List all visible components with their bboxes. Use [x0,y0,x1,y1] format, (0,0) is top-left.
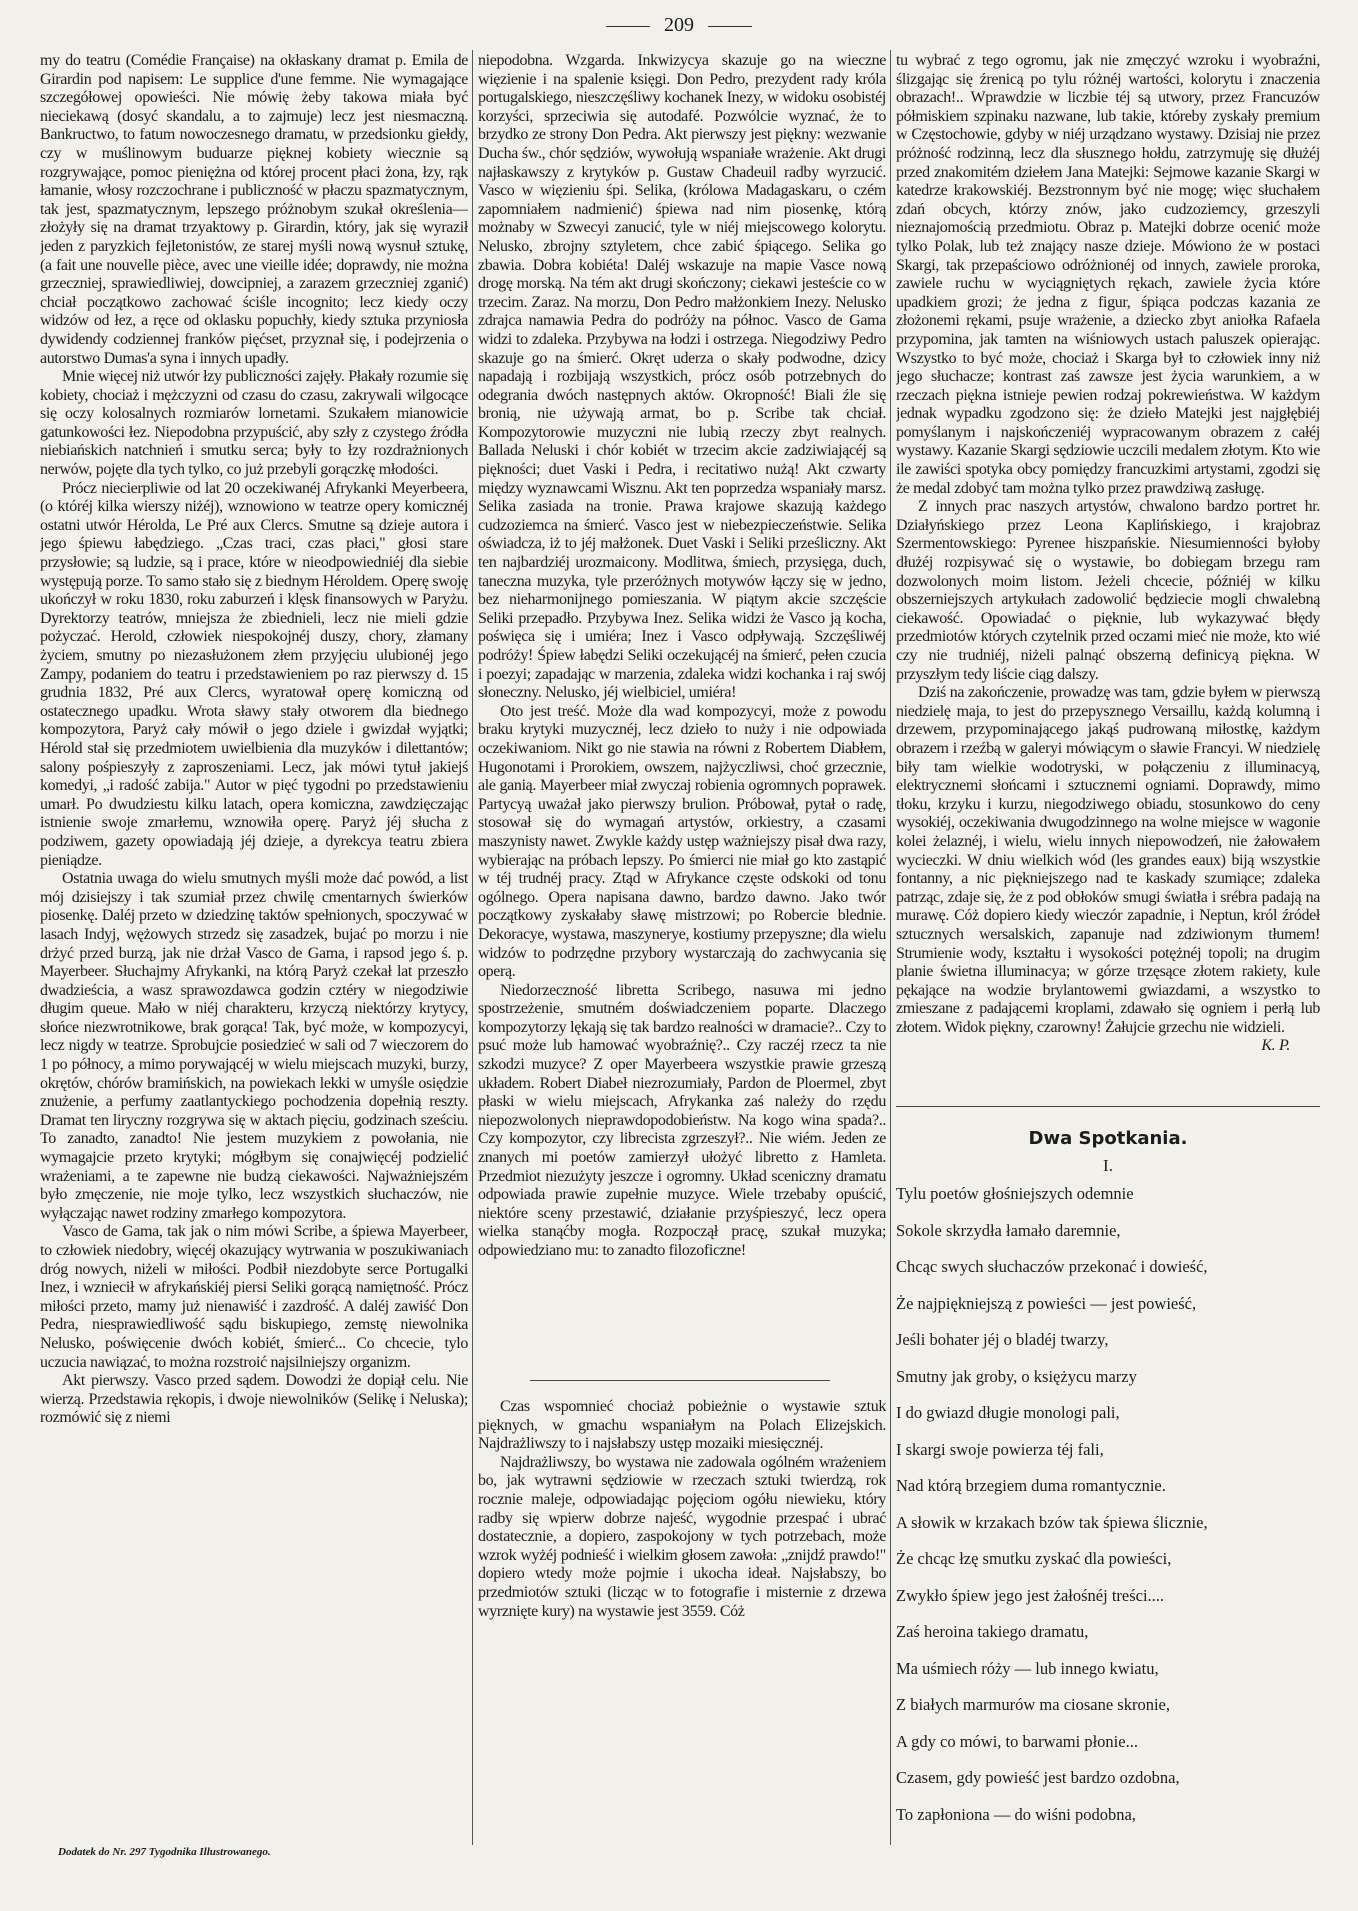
paragraph: niepodobna. Wzgarda. Inkwizycya skazuje go na wieczne więzienie i na spalenie księgi. Don Pedro, prezydent rady króla portugalskiego, nieszczęśliwy kochanek Inezy, w widoku osobistéj korzyści, sprzeciwia się autodafé. Pozwólcie wyznać, że to brzydko ze strony Don Pedra. Akt pierwszy jest piękny: wezwanie Ducha św., chór sędziów, wywołują wspaniałe wrażenie. Akt drugi najłaskawszy z krytyków p. Gustaw Chadeuil radby wyrzucić. Vasco w więzieniu śpi. Selika, (królowa Madagaskaru, o czém zapomniałem nadmienić) śpiewa nad nim piosenkę, którą możnaby w Szwecyi zanucić, tyle w niéj miejscowego kolorytu. Nelusko, zbrojny sztyletem, chce zabić śpiącego. Selika go zbawia. Dobra kobiéta! Daléj wskazuje na mapie Vasce nową drogę morską. Na tém akt drugi skończony; ciekawi jesteście co w trzecim. Zaraz. Na morzu, Don Pedro małżonkiem Inezy. Nelusko zdrajca namawia Pedra do podróży na północ. Vasco de Gama widzi to zdaleka. Przybywa na łodzi i ostrzega. Niegodziwy Pedro skazuje go na śmierć. Okręt uderza o skały podwodne, dzicy napadają i rozbijają wszystkich, prócz osób potrzebnych do odegrania dwóch następnych aktów. Okropność! Biali źle się bronią, nie używają armat, bo p. Scribe tak chciał. Kompozytorowie muzyczni nie lubią rzeczy zbyt realnych. Ballada Neluski i chór kobiét w trzecim akcie zadziwiającéj są piękności; duet Vaski i Pedra, i recitatiwo nużą! Akt czwarty między wyznawcami Wisznu. Akt ten poprzedza wspaniały marsz. Selika zasiada na tronie. Prawa krajowe skazują każdego cudzoziemca na śmierć. Vasco jest w niebezpieczeństwie. Selika oświadcza, iż to jéj małżonek. Duet Vaski i Seliki prześliczny. Akt ten najbardziéj urozmaicony. Modlitwa, śmiech, przysięga, duch, taneczna muzyka, tyle przeróżnych motywów łączy się w jedno, bez nieharmonijnego pomieszania. W piątym akcie szczęście Seliki przepadło. Przybywa Inez. Selika widzi że Vasco ją kocha, poświęca się i umiéra; Inez i Vasco odpływają. Szczęśliwéj podróży! Śpiew łabędzi Seliki oczekującéj na śmierć, pełen czucia i poezyi; zapadając w marzenia, zdaleka widzi kochanka i raj swój słoneczny. Nelusko, jéj wielbiciel, umiéra! [478,52,886,702]
poem-line: Zaś heroina takiego dramatu, [896,1622,1089,1641]
section-divider [896,1106,1320,1107]
paragraph: Czas wspomnieć chociaż pobieżnie o wystawie sztuk pięknych, w gmachu wspaniałym na Polach Elizejskich. Najdrażliwszy to i najsłabszy ustęp mozaiki miesięcznéj. [478,1398,886,1453]
poem-line: Sokole skrzydła łamało daremnie, [896,1220,1121,1240]
poem-line: Że najpiękniejszą z powieści — jest powieść, [896,1293,1197,1313]
paragraph: Oto jest treść. Może dla wad kompozycyi, może z powodu braku krytyki muzycznéj, lecz dzieło to nuży i nie odpowiada oczekiwaniom. Nikt go nie stawia na równi z Robertem Diabłem, Hugonotami i Prorokiem, owszem, najżyczliwsi, choć grzecznie, ale ganią. Mayerbeer miał zwyczaj robienia ogromnych poprawek. Partycyą uważał jako pierwszy brulion. Próbował, pytał o radę, stosował się do wymagań artystów, orkiestry, a czasami maszynisty nawet. Zwykle każdy ustęp ważniejszy pisał dwa razy, wybierając na próbach lepszy. Po śmierci nie miał go kto zastąpić w téj trudnéj pracy. Ztąd w Afrykance częste odskoki od tonu ogólnego. Opera napisana dawno, bardzo dawno. Jako twór początkowy zyskałaby sławę mistrzowi; po Robercie blednie. Dekoracye, wystawa, maszynerye, kostiumy przepyszne; dla wielu widzów to podrzędne przybory wystarczają do zachwycania się operą. [478,702,886,981]
paragraph: Akt pierwszy. Vasco przed sądem. Dowodzi że dopiął celu. Nie wierzą. Przedstawia rękopis, i dwoje niewolników (Selikę i Neluska); rozmówić się z niemi [40,1372,468,1427]
poem-line: Smutny jak groby, o księżycu marzy [896,1366,1137,1386]
paragraph: tu wybrać z tego ogromu, jak nie zmęczyć wzroku i wyobraźni, ślizgając się źrenicą po tylu różnéj wartości, kolorytu i znaczenia obrazach!.. Wprawdzie w liczbie téj są utwory, przez Francuzów półmiskiem szpinaku nazwane, lub takie, któreby zyskały premium w Częstochowie, gdyby w niéj urządzano wystawy. Dzisiaj nie przez próżność rodzinną, lecz dla słusznego hołdu, zatrzymuję się dłużéj przed znakomitém dziełem Jana Matejki: Sejmowe kazanie Skargi w katedrze krakowskiéj. Bezstronnym być nie mogę; więc słuchałem zdań obcych, którzy znów, jako cudzoziemcy, grzeszyli nieznajomością przedmiotu. Obraz p. Matejki dobrze ocenić może tylko Polak, lub też znający nasze dzieje. Mówiono że w postaci Skargi, tak przepaściowo odróżnionéj od innych, zawiele proroka, zawiele ruchu w wyciągniętych rękach, zawiele życia które upadkiem grozi; że jedna z figur, śpiąca podczas kazania ze złożonemi rękami, psuje wrażenie, a dziecko zbyt aniołka Rafaela przypomina, jak tamten na wiśniowych ustach paluszek opierając. Wszystko to być może, chociaż i Skarga był to człowiek inny niż jego słuchacze; kontrast zaś zawsze jest życia warunkiem, a w rzeczach piękna istnieje pewien rodzaj pokrewieństwa. W każdym jednak wypadku zgodzono się: że dzieło Matejki jest najgłębiéj pomyślanym i najskończeniéj wypracowanym obrazem z całéj wystawy. Kazanie Skargi sędziowie uczcili medalem złotym. Kto wie ile zawiści spotyka obcy pomiędzy francuzkimi artystami, zgodzi się że medal zdobyć tam można tylko przez prawdziwą zasługę. [896,52,1320,497]
poem-line: Jeśli bohater jéj o bladéj twarzy, [896,1330,1109,1349]
paragraph: Z innych prac naszych artystów, chwalono bardzo portret hr. Działyńskiego przez Leona Kaplińskiego, i krajobraz Szermentowskiego: Pyrenee hiszpańskie. Niesumienności byłoby dłużéj rozpisywać się o wystawie, bo dobiegam brzegu ram dozwolonych moim listom. Jeżeli chcecie, późniéj w kilku obszerniejszych artykułach zadowolić będziecie mogli chwalebną ciekawość. Opowiadać o pięknie, lub wykazywać błędy przedmiotów których czytelnik przed oczami mieć nie może, kto wié czy nie trudniéj, niżeli palnąć obszerną definicyą piękna. W przyszłym tedy liście ciąg dalszy. [896,498,1320,683]
column-2-opera-review [478,52,886,1362]
column-3 [896,52,1320,1102]
poem-line: I skargi swoje powierza téj fali, [896,1439,1104,1459]
poem-line: Z białych marmurów ma ciosane skronie, [896,1695,1170,1714]
poem-line: A słowik w krzakach bzów tak śpiewa ślicznie, [896,1512,1208,1532]
column-2-exhibition [478,1398,886,1843]
poem-line: Ma uśmiech róży — lub innego kwiatu, [896,1658,1159,1678]
poem-line: Nad którą brzegiem duma romantycznie. [896,1476,1166,1495]
page-number-text: 209 [664,14,694,36]
signature: K. P. [1261,1037,1290,1055]
poem-body [896,1176,1320,1833]
column-divider [472,50,473,1845]
poem-line: To zapłoniona — do wiśni podobna, [896,1804,1136,1824]
paragraph: Vasco de Gama, tak jak o nim mówi Scribe, a śpiewa Mayerbeer, to człowiek niedobry, więcéj okazujący wytrwania w poszukiwaniach dróg nowych, niżeli w miłości. Podbił niezdobyte serce Portugalki Inez, i wzniecił w afrykańskiéj piersi Seliki gorącą namiętność. Prócz miłości przeto, mamy już nienawiść i zazdrość. A daléj zawiść Don Pedra, niesprawiedliwość sądu biskupiego, zemstę niewolnika Nelusko, poświęcenie dwóch kobiét, śmierć... Co chcecie, tylo uczucia nawiązać, to można rozstroić najsilniejszy organizm. [40,1223,468,1371]
paragraph: Najdrażliwszy, bo wystawa nie zadowala ogólném wrażeniem bo, jak wytrawni sędziowie w rzeczach sztuki twierdzą, rok rocznie maleje, odpowiadając pojęciom ogółu niewieku, który radby się wpierw dobrze najeść, wygodnie przespać i ubrać dostatecznie, a dopiero, zaspokojony w tych potrzebach, może wzrok wyżéj podnieść i wielkim głosem zawoła: „znijdź prawdo!" dopiero wtedy może pojmie i ukocha ideał. Najsłabszy, bo przedmiotów sztuki (licząc w to fotografie i misternie z drzewa wyrznięte kury) na wystawie jest 3559. Cóż [478,1453,886,1620]
poem-line: Zwykło śpiew jego jest żałośnéj treści.... [896,1585,1165,1605]
paragraph: Dziś na zakończenie, prowadzę was tam, gdzie byłem w pierwszą niedzielę maja, to jest do przepysznego Versaillu, każdą kolumną i drzewem, przypominającego jakąś pudrowaną miłostkę, każdym obrazem i rzeźbą w galeryi mówiącym o sławie Francyi. W niedzielę biły tam wielkie wodotryski, w połączeniu z illuminacyą, elektrycznemi słońcami i sztucznemi ogniami. Doprawdy, mimo tłoku, krzyku i kurzu, niegodziwego obiadu, stosunkowo do ceny wysokiéj, oczekiwania dwugodzinnego na wolne miejsce w wagonie kolei żelaznéj, i wielu, wielu innych niepowodzeń, nie żałowałem wycieczki. W dniu wielkich wód (les grandes eaux) biją wszystkie fontanny, a nic piękniejszego nad te kaskady szumiące; zdaleka patrząc, zdaje się, że z pod obłoków smugi światła i srébra padają na murawę. Cóż dopiero kiedy wieczór zapadnie, i Neptun, król źródeł sztucznych wersalskich, zapanuje nad zdziwionym tłumem! Strumienie wody, kształtu i wysokości potężnéj topoli; na drugim planie świetna illuminacya; w górze trzęsące złotem rakiety, kule pękające na wodzie brylantowemi gwiazdami, a wszystko to zmieszane z padającemi kroplami, zdawało się ogniem i perłą lub złotem. Widok piękny, czarowny! Żałujcie grzechu nie widzieli. [896,684,1320,1036]
poem-line: Chcąc swych słuchaczów przekonać i dowieść, [896,1257,1208,1276]
poem-line: A gdy co mówi, to barwami płonie... [896,1731,1138,1751]
poem-part-number: I. [1103,1156,1113,1175]
page-number [0,14,1358,37]
paragraph: Ostatnia uwaga do wielu smutnych myśli może dać powód, a list mój dzisiejszy i tak szumiał przez chwilę cmentarnych świerków piosenkę. Daléj przeto w dziedzinę taktów spełnionych, spoczywać w lasach Indyj, wężowych strzedz się zasadzek, bujać po morzu i nie drżyć przed burzą, jak nie drżał Vasco de Gama, i rapsod jego ś. p. Mayerbeer. Słuchajmy Afrykanki, na którą Paryż czekał lat przeszło dwadzieścia, a wasz sprawozdawca godzin cztéry w niegodziwie długim queue. Mało w niéj charakteru, krzyczą niektórzy krytycy, słońce niezwrotnikowe, brak gorąca! Tak, być może, w kompozycyi, lecz nigdy w teatrze. Sprobujcie posiedzieć w sali od 7 wieczorem do 1 po północy, a mimo porywającéj w wielu miejscach muzyki, burzy, okrętów, chórów bramińskich, na powiekach lekki w umyśle osiędzie znużenie, a perfumy zaatlantyckiego pochodzenia dopełnią reszty. Dramat ten liryczny rozgrywa się w aktach pięciu, godzinach sześciu. To zanadto, zanadto! Nie jestem muzykiem z powołania, nie wymagajcie przeto krytyki; mógłbym się conajwięcéj podzielić wrażeniami, a te zapewne nie budzą ciekawości. Najważniejszém było zmęczenie, nie moje tylko, lecz wszystkich słuchaczów, nie wyłączając nawet rodziny zmarłego kompozytora. [40,870,468,1222]
column-1 [40,52,468,1842]
column-divider [890,50,891,1845]
poem-title: Dwa Spotkania. [1028,1128,1188,1149]
paragraph: my do teatru (Comédie Française) na okłaskany dramat p. Emila de Girardin pod napisem: Le supplice d'une femme. Nie wymagające szczegółowej opowieści. Nie mówię żeby takowa miała być nieciekawą (dosyć skandalu, a to zajmuje) lecz jest niesmaczną. Bankructwo, to fatum nowoczesnego dramatu, w przedsionku giełdy, czy w muślinowym buduarze pięknej kobiety wiecznie są rozgrywające, pomoc pieniężna od której procent płaci żona, łzy, rąk łamanie, włosy rozczochrane i publiczność w płaczu spazmatycznym, tak jest, spazmatycznym, lepszego próżnobym szukał określenia— złożyły się na dramat trzyaktowy p. Girardin, który, jak się wyraził jeden z paryzkich fejletonistów, ze starej myśli nową wysnuł sztukę, (a fait une nouvelle pièce, avec une vieille idée; doprawdy, nie można grzeczniej, sprawiedliwiej, dowcipniej, a zarazem grzeczniej zganić) chciał początkowo zachować ściśle incognito; lecz kiedy oczy widzów od łez, a ręce od oklasku popuchły, kiedy sztuka przyniosła dywidendy codziennej franków pięćset, przyznał się, i podejrzenia o autorstwo Dumas'a syna i innych upadły. [40,52,468,367]
footer-note: Dodatek do Nr. 297 Tygodnika Illustrowanego. [58,1846,271,1858]
poem-line: Czasem, gdy powieść jest bardzo ozdobna, [896,1768,1180,1787]
paragraph: Mnie więcej niż utwór łzy publiczności zajęły. Płakały rozumie się kobiety, chociaż i mężczyzni od czasu do czasu, zakrywali wilgocące się oczy kolosalnych rozmiarów lornetami. Szukałem mianowicie gatunkowości łez. Niepodobna przypuścić, aby szły z czystego źródła niebiańskich natchnień i smutku serca; były to łzy rozdrażnionych nerwów, pojęte dla tych tylko, co już przebyli gorączkę młodości. [40,368,468,479]
poem-line: Że chcąc łzę smutku zyskać dla powieści, [896,1549,1172,1568]
paragraph: Niedorzeczność libretta Scribego, nasuwa mi jedno spostrzeżenie, smutném doświadczeniem poparte. Dlaczego kompozytorzy lękają się tak bardzo realności w dramacie?.. Czy to psuć może lub hamować wyobraźnię?.. Czy raczéj rzecz ta nie szkodzi muzyce? Z oper Mayerbeera wszystkie prawie grzeszą układem. Robert Diabeł niezrozumiały, Pardon de Ploermel, zbyt płaski w wielu miejscach, Afrykanka zaś należy do rzędu niepozwolonych nieprawdopodobieństw. Na kogo wina spada?.. Czy kompozytor, czy librecista zgrzeszył?.. Nie wiém. Jeden ze znanych mi poetów zamierzył ułożyć libretto z Hamleta. Przedmiot niezużyty jeszcze i ogromny. Układ sceniczny dramatu odpowiada prawie zupełnie muzyce. Wiele trzebaby opuścić, niektóre sceny przestawić, działanie przyśpieszyć, lecz opera wielka stanąćby mogła. Rozpoczął pracę, szukał muzyka; odpowiedziano mu: to zanadto filozoficzne! [478,981,886,1259]
poem-line: Tylu poetów głośniejszych odemnie [896,1184,1134,1203]
poem-line: I do gwiazd długie monologi pali, [896,1403,1120,1422]
section-divider [530,1380,830,1381]
paragraph: Prócz niecierpliwie od lat 20 oczekiwanéj Afrykanki Meyerbeera, (o któréj kilka wierszy niżéj), wznowiono w teatrze opery komicznéj ostatni utwór Hérolda, Le Pré aux Clercs. Smutne są dzieje autora i jego śpiewu łabędziego. „Czas traci, czas płaci," głosi stare przysłowie; są ludzie, są i prace, które w nieodpowiedniéj dla siebie występują porze. To samo stało się z biednym Héroldem. Operę swoję ukończył w roku 1830, roku zaburzeń i klęsk finansowych w Paryżu. Dyrektorzy teatrów, mniejsza że zbiednieli, lecz nie mieli gdzie pożyczać. Herold, człowiek niespokojnéj duszy, chory, złamany życiem, smutny po niezasłużonem złem przyjęciu ulubionéj jego Zampy, podaniem do teatru i przedstawieniem po raz pierwszy d. 15 grudnia 1832, Pré aux Clercs, wyratował operę komiczną od ostatecznego upadku. Wrota sławy stały otworem dla biednego kompozytora, Paryż cały mówił o jego dziele i gwizdał wyjątki; Hérold stał się przedmiotem uwielbienia dla muzyków i dilettantów; salony pośpieszyły z zaproszeniami. Lecz, jak mówi tytuł jakiejś komedyi, „i radość zabija." Autor w pięć tygodni po przedstawieniu umarł. Po dwudziestu kilku latach, opera komiczna, zawdzięczając istnienie swoje zmarłemu, wznowiła operę. Paryż jéj słucha z podziwem, gazety opowiadają jéj dzieje, a dyrekcya teatru zbiera pieniądze. [40,479,468,869]
